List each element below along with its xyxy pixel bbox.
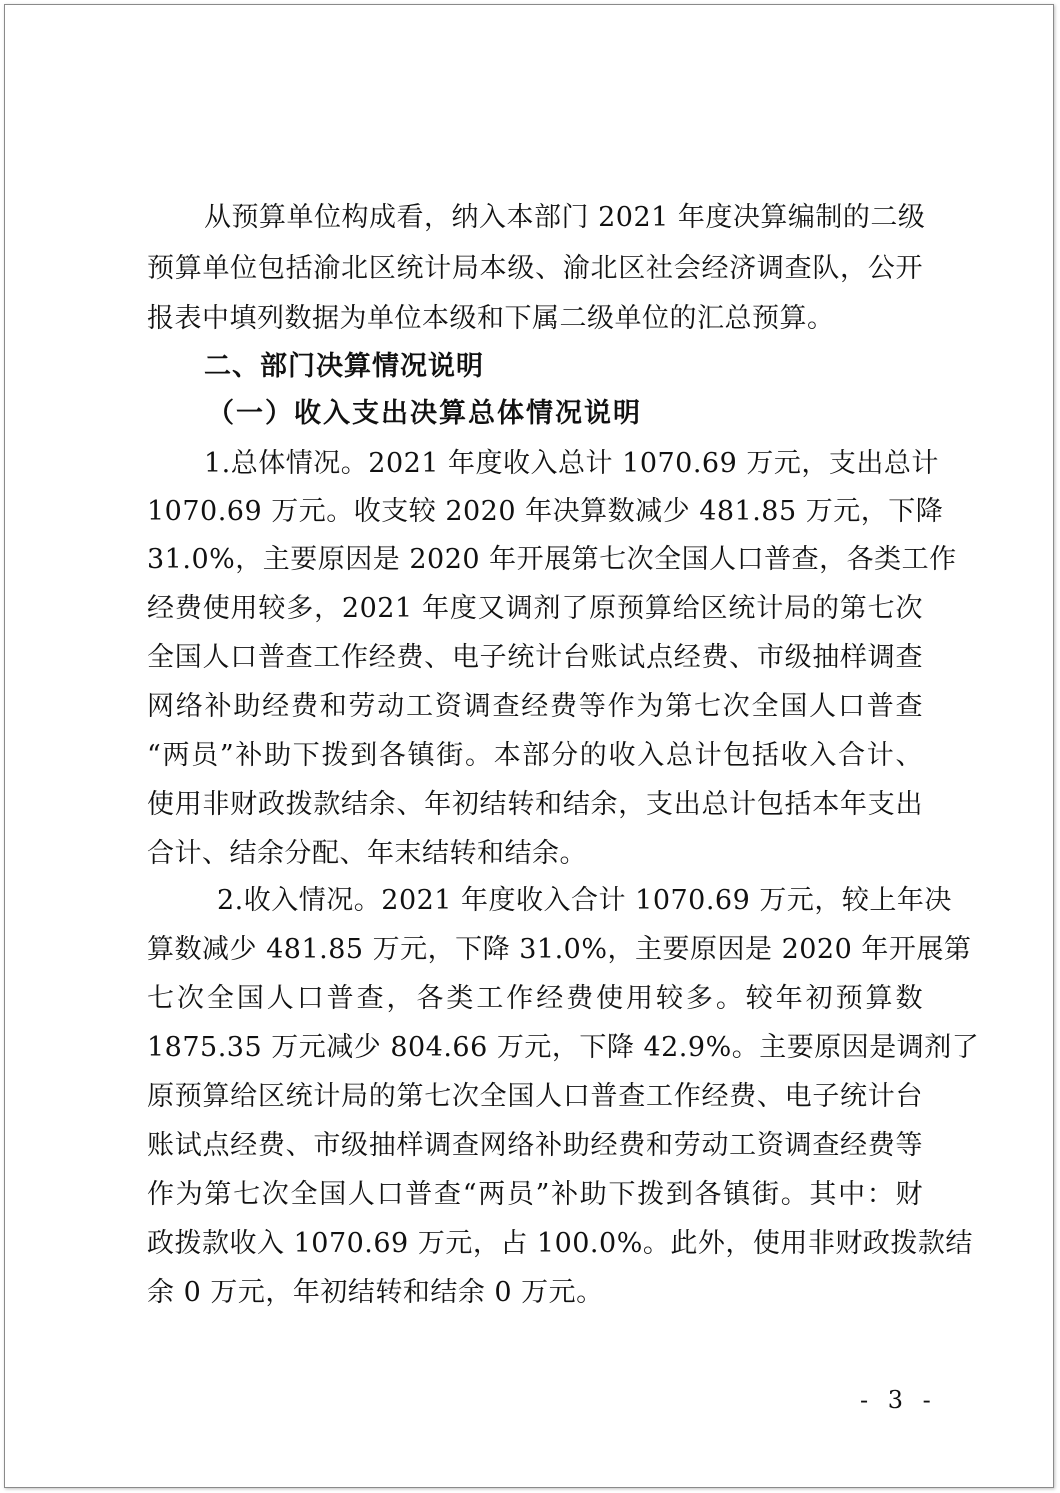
income-line-1: 2.收入情况。2021 年度收入合计 1070.69 万元，较上年决 [217,885,952,916]
overall-line-2: 1070.69 万元。收支较 2020 年决算数减少 481.85 万元，下降 [147,496,944,527]
income-line-8: 政拨款收入 1070.69 万元，占 100.0%。此外，使用非财政拨款结 [147,1228,973,1259]
intro-line-1: 从预算单位构成看，纳入本部门 2021 年度决算编制的二级 [204,202,926,233]
section-heading: 二、部门决算情况说明 [204,351,484,382]
intro-line-2: 预算单位包括渝北区统计局本级、渝北区社会经济调查队，公开 [147,253,923,284]
intro-line-3: 报表中填列数据为单位本级和下属二级单位的汇总预算。 [147,303,835,334]
overall-line-7: “两员”补助下拨到各镇街。本部分的收入总计包括收入合计、 [147,740,923,771]
overall-line-9: 合计、结余分配、年末结转和结余。 [147,838,587,869]
income-line-9: 余 0 万元，年初结转和结余 0 万元。 [147,1277,604,1308]
income-line-6: 账试点经费、市级抽样调查网络补助经费和劳动工资调查经费等 [147,1130,923,1161]
overall-line-5: 全国人口普查工作经费、电子统计台账试点经费、市级抽样调查 [147,642,923,673]
subsection-heading: （一）收入支出决算总体情况说明 [207,398,642,429]
income-line-7: 作为第七次全国人口普查“两员”补助下拨到各镇街。其中：财 [147,1179,923,1210]
income-line-4: 1875.35 万元减少 804.66 万元，下降 42.9%。主要原因是调剂了 [147,1032,980,1063]
overall-line-8: 使用非财政拨款结余、年初结转和结余，支出总计包括本年支出 [147,789,923,820]
income-line-3: 七次全国人口普查，各类工作经费使用较多。较年初预算数 [147,983,923,1014]
overall-line-3: 31.0%，主要原因是 2020 年开展第七次全国人口普查，各类工作 [147,544,957,575]
overall-line-6: 网络补助经费和劳动工资调查经费等作为第七次全国人口普查 [147,691,923,722]
overall-line-4: 经费使用较多，2021 年度又调剂了原预算给区统计局的第七次 [147,593,923,624]
income-line-5: 原预算给区统计局的第七次全国人口普查工作经费、电子统计台 [147,1081,923,1112]
overall-line-1: 1.总体情况。2021 年度收入总计 1070.69 万元，支出总计 [204,448,939,479]
income-line-2: 算数减少 481.85 万元，下降 31.0%，主要原因是 2020 年开展第 [147,934,972,965]
page-number: - 3 - [860,1386,937,1414]
